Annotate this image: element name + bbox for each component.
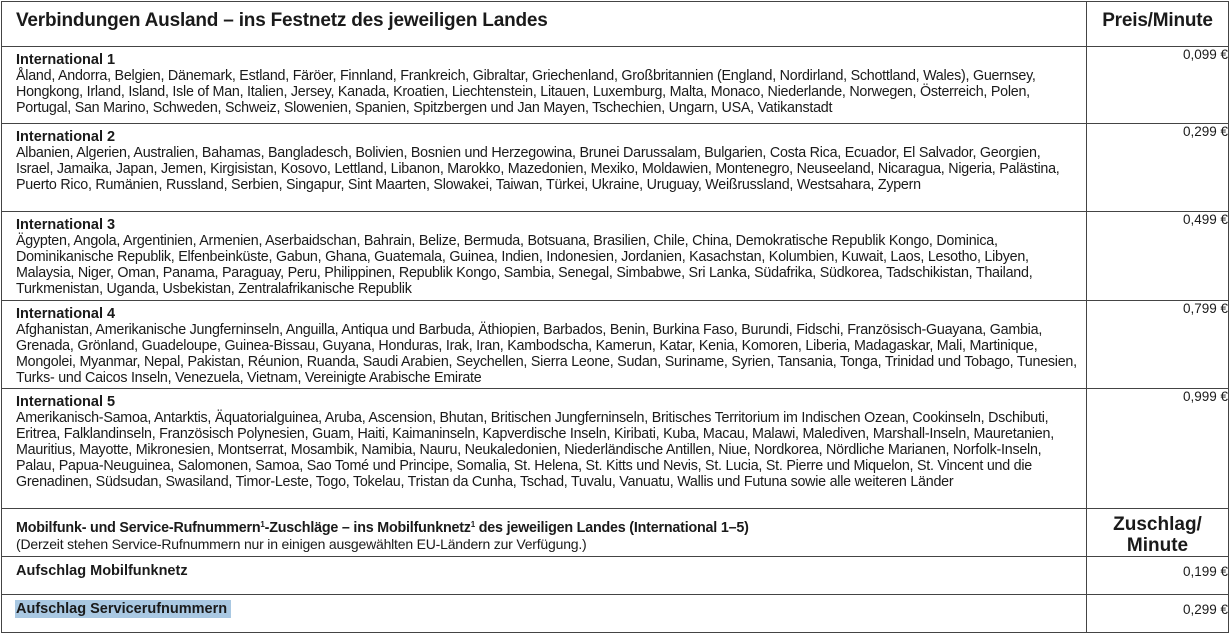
zone-name: International 3 — [16, 217, 116, 233]
footnote-marker: 1 — [470, 520, 475, 529]
zone-countries: Albanien, Algerien, Australien, Bahamas, Bangladesch, Bolivien, Bosnien und Herzegowina, Brunei Darussalam, Bulgarien, Costa Rica, Ecuador, El Salvador, Georgien, Israel, Jamaika, Japan, Jemen, Kirgisistan, Kosovo, Lettland, Libanon, Marokko, Mazedonien, Mexiko, Moldawien, Montenegro, Neuseeland, Nicaragua, Nigeria, Palästina, Puerto Rico, Rumänien, Russland, Serbien, Singapur, Sint Maarten, Slowakei, Taiwan, Türkei, Ukraine, Uruguay, Weißrussland, Westsahara, Zypern — [16, 145, 1060, 193]
zone-name: International 1 — [16, 52, 116, 68]
selected-text-highlight[interactable]: Aufschlag Servicerufnummern — [15, 600, 231, 618]
surcharge-label: Aufschlag Mobilfunknetz — [2, 557, 1087, 595]
zone-price: 0,099 € — [1087, 47, 1229, 124]
zone-price: 0,799 € — [1087, 301, 1229, 389]
surcharge-row-mobile — [2, 557, 1229, 595]
zone-price: 0,499 € — [1087, 212, 1229, 301]
table-header-row — [2, 2, 1229, 47]
zone-row-international-3 — [2, 212, 1229, 301]
zone-price: 0,299 € — [1087, 124, 1229, 212]
price-column-header: Preis/Minute — [1087, 2, 1229, 47]
zone-countries: Ägypten, Angola, Argentinien, Armenien, Aserbaidschan, Bahrain, Belize, Bermuda, Botsuana, Brasilien, Chile, China, Demokratische Republik Kongo, Dominica, Dominikanische Republik, Elfenbeinküste, Gabun, Ghana, Guatemala, Guinea, Indien, Indonesien, Jordanien, Kasachstan, Kolumbien, Kuwait, Laos, Lesotho, Libyen, Malaysia, Niger, Oman, Panama, Paraguay, Peru, Philippinen, Republik Kongo, Sambia, Senegal, Simbabwe, Sri Lanka, Südafrika, Südkorea, Tadschikistan, Thailand, Turkmenistan, Uganda, Usbekistan, Zentralafrikanische Republik — [16, 233, 1033, 297]
footnote-marker: 1 — [260, 520, 265, 529]
zone-row-international-4 — [2, 301, 1229, 389]
surcharges-title: Mobilfunk- und Service-Rufnummern$^1$-Zuschläge – ins Mobilfunknetz$^1$ des jeweiligen Landes (International 1–5) — [16, 520, 749, 536]
surcharge-column-header: Zuschlag/ Minute — [1087, 509, 1229, 557]
international-rates-table — [1, 1, 1229, 633]
surcharge-price: 0,199 € — [1087, 557, 1229, 595]
zone-countries: Afghanistan, Amerikanische Jungferninseln, Anguilla, Antiqua und Barbuda, Äthiopien, Barbados, Benin, Burkina Faso, Burundi, Fidschi, Französisch-Guayana, Gambia, Grenada, Grönland, Guadeloupe, Guinea-Bissau, Guyana, Honduras, Irak, Iran, Kambodscha, Kamerun, Katar, Kenia, Komoren, Liberia, Madagaskar, Mali, Martinique, Mongolei, Myanmar, Nepal, Pakistan, Réunion, Ruanda, Saudi Arabien, Seychellen, Sierra Leone, Sudan, Suriname, Syrien, Tansania, Tonga, Trinidad und Tobago, Tunesien, Turks- und Caicos Inseln, Venezuela, Vietnam, Vereinigte Arabische Emirate — [16, 322, 1077, 386]
zone-row-international-5 — [2, 389, 1229, 509]
zone-countries: Amerikanisch-Samoa, Antarktis, Äquatorialguinea, Aruba, Ascension, Bhutan, Britischen Jungferninseln, Britisches Territorium im Indischen Ozean, Cookinseln, Dschibuti, Eritrea, Falklandinseln, Französisch Polynesien, Guam, Haiti, Kaimaninseln, Kapverdische Inseln, Kiribati, Kuba, Macau, Malawi, Malediven, Marshall-Inseln, Mauretanien, Mauritius, Mayotte, Mikronesien, Montserrat, Mosambik, Namibia, Nauru, Neukaledonien, Niederländische Antillen, Niue, Nordkorea, Nördliche Marianen, Norfolk-Inseln, Palau, Papua-Neuguinea, Salomonen, Samoa, Sao Tomé und Principe, Somalia, St. Helena, St. Kitts und Nevis, St. Lucia, St. Pierre und Miquelon, St. Vincent und die Grenadinen, Südsudan, Swasiland, Timor-Leste, Togo, Tokelau, Tristan da Cunha, Tschad, Tuvalu, Vanuatu, Wallis und Futuna sowie alle weiteren Länder — [16, 410, 1054, 490]
surcharge-row-service — [2, 595, 1229, 633]
zone-countries: Åland, Andorra, Belgien, Dänemark, Estland, Färöer, Finnland, Frankreich, Gibraltar, Griechenland, Großbritannien (England, Nordirland, Schottland, Wales), Guernsey, Hongkong, Irland, Island, Isle of Man, Italien, Jersey, Kanada, Kroatien, Liechtenstein, Litauen, Luxemburg, Malta, Monaco, Niederlande, Norwegen, Österreich, Polen, Portugal, San Marino, Schweden, Schweiz, Slowenien, Spanien, Spitzbergen und Jan Mayen, Tschechien, Ungarn, USA, Vatikanstadt — [16, 68, 1036, 116]
zone-row-international-1 — [2, 47, 1229, 124]
zone-name: International 2 — [16, 129, 116, 145]
surcharges-header-row — [2, 509, 1229, 557]
surcharge-price: 0,299 € — [1087, 595, 1229, 633]
table-title: Verbindungen Ausland – ins Festnetz des jeweiligen Landes — [2, 2, 1087, 47]
zone-name: International 5 — [16, 394, 116, 410]
surcharges-note: (Derzeit stehen Service-Rufnummern nur in einigen ausgewählten EU-Ländern zur Verfügung.) — [16, 536, 587, 552]
zone-name: International 4 — [16, 306, 116, 322]
zone-row-international-2 — [2, 124, 1229, 212]
zone-price: 0,999 € — [1087, 389, 1229, 509]
